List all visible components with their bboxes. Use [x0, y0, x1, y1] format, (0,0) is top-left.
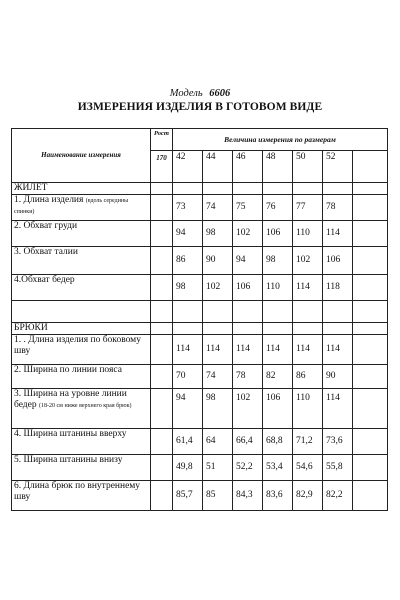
value-cell: 55,8: [323, 455, 353, 481]
value-cell: 114: [323, 221, 353, 247]
empty-cell: [323, 323, 353, 335]
value-cell: 68,8: [263, 429, 293, 455]
measurement-name: [12, 455, 151, 481]
table-row: [12, 481, 388, 511]
value-cell: 98: [173, 275, 203, 301]
value-cell: [353, 481, 388, 511]
empty-cell: [203, 323, 233, 335]
empty-cell: [173, 323, 203, 335]
empty-cell: [233, 183, 263, 195]
value-cell: [353, 247, 388, 275]
size-cell: 46: [233, 151, 263, 183]
empty-cell: [173, 183, 203, 195]
spacer-row: [12, 301, 388, 323]
measurement-name: [12, 389, 151, 429]
value-cell: [353, 221, 388, 247]
measurement-name: [12, 247, 151, 275]
value-cell: 66,4: [233, 429, 263, 455]
table-row: [12, 429, 388, 455]
value-cell: 51: [203, 455, 233, 481]
empty-cell: [323, 301, 353, 323]
table-row: [12, 247, 388, 275]
size-cell: 44: [203, 151, 233, 183]
value-cell: 114: [323, 335, 353, 365]
section-row-zhilet: [12, 183, 388, 195]
value-cell: 118: [323, 275, 353, 301]
value-cell: 82,9: [293, 481, 323, 511]
measurements-table: [11, 128, 388, 511]
empty-cell: [151, 221, 173, 247]
empty-cell: [233, 301, 263, 323]
value-cell: [353, 275, 388, 301]
value-cell: 102: [233, 221, 263, 247]
value-cell: [353, 365, 388, 389]
value-cell: 106: [323, 247, 353, 275]
empty-cell: [151, 183, 173, 195]
empty-cell: [151, 389, 173, 429]
value-cell: 102: [233, 389, 263, 429]
value-cell: 102: [293, 247, 323, 275]
value-cell: 82: [263, 365, 293, 389]
empty-cell: [151, 335, 173, 365]
value-cell: 114: [263, 335, 293, 365]
value-cell: [353, 195, 388, 221]
model-number: 6606: [209, 88, 231, 99]
value-cell: 64: [203, 429, 233, 455]
empty-cell: [151, 323, 173, 335]
size-cell: [353, 151, 388, 183]
value-cell: 114: [233, 335, 263, 365]
empty-cell: [12, 301, 151, 323]
measurement-label: 3. Ширина на уровне линии бедер: [14, 389, 127, 410]
measurement-label: 2. Обхват груди: [14, 221, 78, 231]
value-cell: 71,2: [293, 429, 323, 455]
table-row: [12, 275, 388, 301]
table-row: [12, 335, 388, 365]
size-cell: 52: [323, 151, 353, 183]
empty-cell: [323, 183, 353, 195]
empty-cell: [203, 183, 233, 195]
empty-cell: [263, 301, 293, 323]
value-cell: 114: [293, 275, 323, 301]
value-cell: 74: [203, 365, 233, 389]
empty-cell: [151, 301, 173, 323]
measurement-name: [12, 221, 151, 247]
measurement-name: [12, 481, 151, 511]
value-cell: 49,8: [173, 455, 203, 481]
empty-cell: [151, 365, 173, 389]
measurement-name: [12, 275, 151, 301]
value-cell: 110: [293, 389, 323, 429]
value-cell: 78: [323, 195, 353, 221]
value-cell: 74: [203, 195, 233, 221]
value-cell: 90: [323, 365, 353, 389]
section-row-bryuki: [12, 323, 388, 335]
value-cell: 76: [263, 195, 293, 221]
header-rost-label: Рост: [151, 129, 173, 151]
value-cell: 102: [203, 275, 233, 301]
model-label: Модель: [169, 88, 203, 99]
value-cell: [353, 429, 388, 455]
value-cell: 85,7: [173, 481, 203, 511]
empty-cell: [233, 323, 263, 335]
value-cell: 94: [173, 389, 203, 429]
empty-cell: [263, 323, 293, 335]
empty-cell: [173, 301, 203, 323]
table-row: [12, 195, 388, 221]
header-row: [12, 129, 388, 151]
section-title-bryuki: БРЮКИ: [12, 323, 151, 335]
value-cell: 106: [233, 275, 263, 301]
header-sizes-label: Величина измерения по размерам: [173, 129, 388, 151]
value-cell: 84,3: [233, 481, 263, 511]
table-row: [12, 455, 388, 481]
empty-cell: [353, 183, 388, 195]
empty-cell: [151, 455, 173, 481]
measurement-name: [12, 335, 151, 365]
empty-cell: [151, 429, 173, 455]
measurement-label: 4. Ширина штанины вверху: [14, 429, 127, 439]
measurement-label: 1. Длина изделия: [14, 195, 84, 205]
empty-cell: [151, 481, 173, 511]
header-name-col: Наименование измерения: [12, 129, 151, 183]
value-cell: 53,4: [263, 455, 293, 481]
value-cell: 106: [263, 389, 293, 429]
value-cell: 82,2: [323, 481, 353, 511]
value-cell: 73,6: [323, 429, 353, 455]
table-row: [12, 365, 388, 389]
size-cell: 48: [263, 151, 293, 183]
empty-cell: [293, 323, 323, 335]
empty-cell: [151, 275, 173, 301]
measurement-note: (18-20 см ниже верхнего края брюк): [38, 403, 132, 409]
value-cell: 73: [173, 195, 203, 221]
value-cell: 54,6: [293, 455, 323, 481]
value-cell: 83,6: [263, 481, 293, 511]
value-cell: 77: [293, 195, 323, 221]
value-cell: 114: [203, 335, 233, 365]
value-cell: 98: [203, 389, 233, 429]
measurement-label: 4.Обхват бедер: [14, 275, 75, 285]
value-cell: 110: [263, 275, 293, 301]
value-cell: 114: [323, 389, 353, 429]
measurement-label: 5. Ширина штанины внизу: [14, 455, 123, 465]
size-cell: 42: [173, 151, 203, 183]
measurement-label: 3. Обхват талии: [14, 247, 78, 257]
empty-cell: [263, 183, 293, 195]
header-rost-value: 170: [151, 151, 173, 183]
measurement-name: [12, 429, 151, 455]
measurement-label: 1. . Длина изделия по боковому шву: [14, 335, 141, 356]
value-cell: 86: [173, 247, 203, 275]
section-title-zhilet: ЖИЛЕТ: [12, 183, 151, 195]
empty-cell: [293, 301, 323, 323]
value-cell: 114: [293, 335, 323, 365]
value-cell: 98: [263, 247, 293, 275]
value-cell: 70: [173, 365, 203, 389]
value-cell: 75: [233, 195, 263, 221]
table-row: [12, 389, 388, 429]
value-cell: [353, 335, 388, 365]
value-cell: 78: [233, 365, 263, 389]
value-cell: 94: [233, 247, 263, 275]
measurement-label: 6. Длина брюк по внутреннему шву: [14, 481, 141, 502]
value-cell: 114: [173, 335, 203, 365]
empty-cell: [293, 183, 323, 195]
value-cell: 98: [203, 221, 233, 247]
value-cell: 86: [293, 365, 323, 389]
empty-cell: [203, 301, 233, 323]
value-cell: 52,2: [233, 455, 263, 481]
measurement-note: (вдоль середины спинки): [14, 198, 129, 215]
empty-cell: [353, 323, 388, 335]
value-cell: [353, 389, 388, 429]
table-row: [12, 221, 388, 247]
empty-cell: [353, 301, 388, 323]
value-cell: 106: [263, 221, 293, 247]
measurement-name: [12, 365, 151, 389]
measurement-label: 2. Ширина по линии пояса: [14, 365, 122, 375]
value-cell: 90: [203, 247, 233, 275]
value-cell: 110: [293, 221, 323, 247]
value-cell: 94: [173, 221, 203, 247]
empty-cell: [151, 195, 173, 221]
measurement-name: [12, 195, 151, 221]
value-cell: 85: [203, 481, 233, 511]
page-title: ИЗМЕРЕНИЯ ИЗДЕЛИЯ В ГОТОВОМ ВИДЕ: [77, 101, 323, 113]
model-line: [0, 88, 400, 99]
size-cell: 50: [293, 151, 323, 183]
value-cell: 61,4: [173, 429, 203, 455]
empty-cell: [151, 247, 173, 275]
value-cell: [353, 455, 388, 481]
